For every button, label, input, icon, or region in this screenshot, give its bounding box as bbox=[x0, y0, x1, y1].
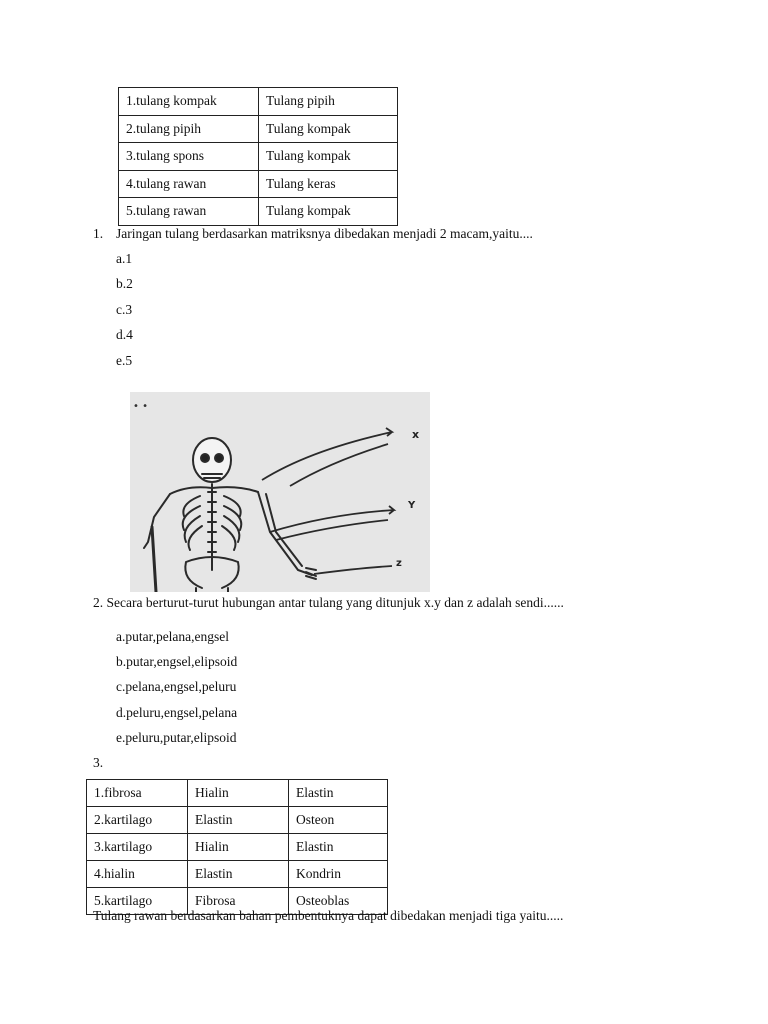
table-cell: Tulang kompak bbox=[259, 198, 398, 226]
answer-table-3 bbox=[86, 779, 388, 915]
question-1 bbox=[93, 226, 533, 242]
table-row bbox=[119, 115, 398, 143]
table-cell: Osteon bbox=[289, 807, 388, 834]
answer-table-1 bbox=[118, 87, 398, 226]
table-cell: Fibrosa bbox=[188, 888, 289, 915]
table-row bbox=[87, 834, 388, 861]
table-cell: 1.fibrosa bbox=[87, 780, 188, 807]
label-z: z bbox=[396, 558, 402, 569]
table-cell: Osteoblas bbox=[289, 888, 388, 915]
table-row bbox=[87, 807, 388, 834]
table-cell: 2.kartilago bbox=[87, 807, 188, 834]
option-c: c.pelana,engsel,peluru bbox=[116, 679, 237, 694]
table-row bbox=[87, 780, 388, 807]
table-cell: 3.kartilago bbox=[87, 834, 188, 861]
table-cell: 4.tulang rawan bbox=[119, 170, 259, 198]
option-b: b.2 bbox=[116, 276, 133, 291]
option-d: d.peluru,engsel,pelana bbox=[116, 705, 238, 720]
skeleton-figure bbox=[130, 392, 430, 592]
table-cell: Tulang kompak bbox=[259, 143, 398, 171]
option-e: e.peluru,putar,elipsoid bbox=[116, 730, 237, 745]
table-cell: Elastin bbox=[289, 780, 388, 807]
question-3-text: Tulang rawan berdasarkan bahan pembentuknya dapat dibedakan menjadi tiga yaitu..... bbox=[93, 908, 564, 923]
table-cell: 5.kartilago bbox=[87, 888, 188, 915]
question-2-text: 2. Secara berturut-turut hubungan antar tulang yang ditunjuk x.y dan z adalah sendi...... bbox=[93, 595, 564, 610]
question-number: 1. bbox=[93, 226, 104, 241]
corner-mark: • • bbox=[133, 401, 148, 412]
table-cell: 3.tulang spons bbox=[119, 143, 259, 171]
table-cell: 1.tulang kompak bbox=[119, 88, 259, 116]
table-cell: Elastin bbox=[188, 807, 289, 834]
table-cell: Hialin bbox=[188, 780, 289, 807]
skeleton-illustration bbox=[130, 392, 430, 592]
table-cell: Tulang pipih bbox=[259, 88, 398, 116]
label-y: Y bbox=[408, 500, 416, 511]
question-3-number: 3. bbox=[93, 755, 104, 770]
option-d: d.4 bbox=[116, 327, 133, 342]
table-cell: Kondrin bbox=[289, 861, 388, 888]
option-e: e.5 bbox=[116, 353, 133, 368]
option-a: a.1 bbox=[116, 251, 133, 266]
table-row bbox=[119, 143, 398, 171]
table-row bbox=[119, 198, 398, 226]
option-c: c.3 bbox=[116, 302, 133, 317]
option-a: a.putar,pelana,engsel bbox=[116, 629, 230, 644]
option-b: b.putar,engsel,elipsoid bbox=[116, 654, 238, 669]
table-cell: 4.hialin bbox=[87, 861, 188, 888]
table-cell: Elastin bbox=[188, 861, 289, 888]
table-cell: Tulang kompak bbox=[259, 115, 398, 143]
table-cell: Elastin bbox=[289, 834, 388, 861]
table-row bbox=[87, 861, 388, 888]
table-cell: Hialin bbox=[188, 834, 289, 861]
table-cell: Tulang keras bbox=[259, 170, 398, 198]
table-cell: 5.tulang rawan bbox=[119, 198, 259, 226]
table-cell: 2.tulang pipih bbox=[119, 115, 259, 143]
table-row bbox=[119, 170, 398, 198]
label-x: x bbox=[412, 428, 420, 441]
question-text: Jaringan tulang berdasarkan matriksnya dibedakan menjadi 2 macam,yaitu.... bbox=[116, 226, 533, 241]
table-row bbox=[119, 88, 398, 116]
